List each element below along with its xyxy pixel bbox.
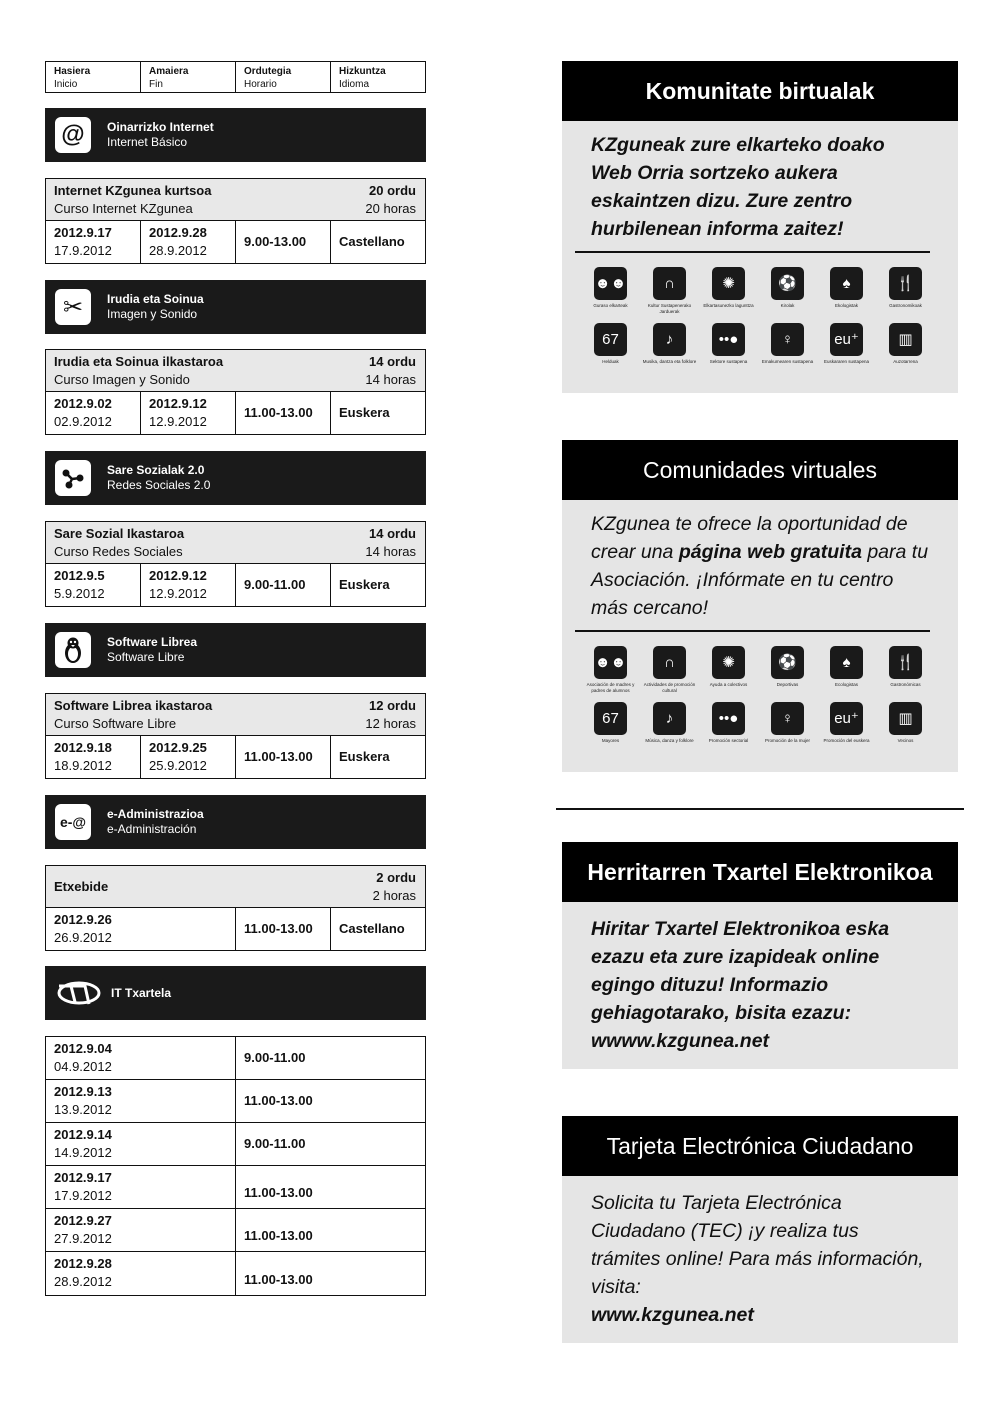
community-caption: Deportivas (776, 681, 799, 687)
neighbours-icon: ▥ (889, 323, 922, 356)
community-item (581, 323, 640, 371)
course-redes-sociales: Sare Sozial Ikastaroa Curso Redes Sociales 14 ordu 14 horas 2012.9.5 5.9.2012 2012.9.12 12.9.2012 9.00-11.00 Euskera (45, 521, 426, 607)
gastronomy-icon: 🍴 (889, 267, 922, 300)
it-txartela-sessions (45, 1036, 426, 1296)
women-icon: ♀ (771, 323, 804, 356)
community-item (758, 323, 817, 371)
course-etxebide: Etxebide 2 ordu 2 horas 2012.9.26 26.9.2012 11.00-13.00 Castellano (45, 865, 426, 951)
legend-end: Amaiera Fin (141, 62, 236, 92)
gastronomy-icon: 🍴 (889, 646, 922, 679)
culture-icon: ∩ (653, 646, 686, 679)
scissors-icon: ✂ (55, 289, 91, 325)
community-caption: Promoción sectorial (708, 737, 749, 743)
community-caption: Kirolak (780, 302, 795, 308)
community-caption: Auzotarrena (893, 358, 918, 364)
ecology-icon: ♠ (830, 267, 863, 300)
community-item (699, 267, 758, 315)
sector-icon: ••● (712, 323, 745, 356)
e-at-icon: e-@ (55, 804, 91, 840)
parents-icon: ☻☻ (594, 267, 627, 300)
music-icon: ♪ (653, 323, 686, 356)
basque-icon: eu⁺ (830, 323, 863, 356)
solidarity-icon: ✺ (712, 267, 745, 300)
table-row: 2012.9.13 13.9.2012 11.00-13.00 (46, 1080, 425, 1123)
penguin-icon (55, 632, 91, 668)
community-icon-grid (562, 632, 958, 750)
table-row: 2012.9.17 17.9.2012 11.00-13.00 (46, 1166, 425, 1209)
legend-start: Hasiera Inicio (46, 62, 141, 92)
community-caption: Música, danza y folklore (645, 737, 694, 743)
community-caption: Ekologistak (834, 302, 858, 308)
community-item (817, 267, 876, 315)
community-item (817, 702, 876, 750)
community-item (640, 323, 699, 371)
community-caption: Helduak (602, 358, 619, 364)
table-row: 2012.9.14 14.9.2012 9.00-11.00 (46, 1123, 425, 1166)
community-item (640, 267, 699, 315)
basque-icon: eu⁺ (830, 702, 863, 735)
panel-komunitate-birtualak (562, 61, 958, 393)
community-caption: Mayores (601, 737, 620, 743)
panel-tarjeta-electronica (562, 1116, 958, 1343)
panel-text: KZguneak zure elkarteko doako Web Orria sortzeko aukera eskaintzen dizu. Zure zentro hurbilenean informa zaitez! (591, 134, 885, 240)
community-caption: Vecinos (897, 737, 914, 743)
community-item (640, 702, 699, 750)
panel-title: Herritarren Txartel Elektronikoa (562, 842, 958, 902)
community-item (581, 702, 640, 750)
website-link[interactable]: www.kzgunea.net (591, 1304, 754, 1326)
network-icon (55, 460, 91, 496)
community-caption: Gastronómicas (890, 681, 921, 687)
community-caption: Promoción del euskera (823, 737, 870, 743)
table-row: 2012.9.28 28.9.2012 11.00-13.00 (46, 1252, 425, 1295)
at-sign-icon: @ (55, 117, 91, 153)
community-caption: Actividades de promoción cultural (643, 681, 696, 693)
community-item (758, 646, 817, 694)
community-item (758, 702, 817, 750)
panel-title: Comunidades virtuales (562, 440, 958, 500)
parents-icon: ☻☻ (594, 646, 627, 679)
sports-icon: ⚽ (771, 267, 804, 300)
community-item (817, 323, 876, 371)
community-caption: Guraso elkarteak (593, 302, 628, 308)
community-item (640, 646, 699, 694)
sports-icon: ⚽ (771, 646, 804, 679)
solidarity-icon: ✺ (712, 646, 745, 679)
neighbours-icon: ▥ (889, 702, 922, 735)
community-item (581, 267, 640, 315)
community-caption: Emakumearen sustapena (761, 358, 814, 364)
panel-herritarren-txartel (562, 842, 958, 1069)
community-item (699, 323, 758, 371)
community-caption: Musika, dantza eta folklore (642, 358, 697, 364)
table-row: 2012.9.27 27.9.2012 11.00-13.00 (46, 1209, 425, 1252)
culture-icon: ∩ (653, 267, 686, 300)
category-software-libre: Software Librea Software Libre (45, 623, 426, 677)
community-caption: Kultur Sustapenerako Jarduerak (647, 302, 692, 314)
panel-text: Hiritar Txartel Elektronikoa eska ezazu eta zure izapideak online egingo dituzu! Informazio gehiagotarako, bisita ezazu: wwww.kzgunea.net (591, 918, 890, 1052)
panel-comunidades-virtuales (562, 440, 958, 772)
elderly-icon: 67 (594, 323, 627, 356)
category-e-administracion: e-@ e-Administrazioa e-Administración (45, 795, 426, 849)
course-imagen-sonido: Irudia eta Soinua ilkastaroa Curso Imagen y Sonido 14 ordu 14 horas 2012.9.02 02.9.2012 2012.9.12 12.9.2012 11.00-13.00 Euskera (45, 349, 426, 435)
community-item (876, 702, 935, 750)
community-item (699, 646, 758, 694)
it-logo-icon (55, 975, 103, 1011)
legend-schedule: Ordutegia Horario (236, 62, 331, 92)
community-item (758, 267, 817, 315)
table-row: 2012.9.04 04.9.2012 9.00-11.00 (46, 1037, 425, 1080)
community-caption: Gastronomikoak (889, 302, 922, 308)
course-software-libre: Software Librea ikastaroa Curso Software Libre 12 ordu 12 horas 2012.9.18 18.9.2012 2012.9.25 25.9.2012 11.00-13.00 Euskera (45, 693, 426, 779)
category-it-txartela: IT Txartela (45, 966, 426, 1020)
community-item (876, 323, 935, 371)
community-icon-grid (562, 253, 958, 371)
panel-title: Komunitate birtualak (562, 61, 958, 121)
community-item (699, 702, 758, 750)
community-item (817, 646, 876, 694)
panel-text: Solicita tu Tarjeta Electrónica Ciudadano (TEC) ¡y realiza tus trámites online! Para más información, visita: www.kzgunea.net (591, 1192, 924, 1326)
community-caption: Ayuda a colectivos (709, 681, 748, 687)
sector-icon: ••● (712, 702, 745, 735)
panel-title: Tarjeta Electrónica Ciudadano (562, 1116, 958, 1176)
column-legend (45, 61, 426, 93)
community-caption: Sektore sustapena (709, 358, 748, 364)
course-internet: Internet KZgunea kurtsoa Curso Internet KZgunea 20 ordu 20 horas 2012.9.17 17.9.2012 2012.9.28 28.9.2012 9.00-13.00 Castellano (45, 178, 426, 264)
ecology-icon: ♠ (830, 646, 863, 679)
community-item (581, 646, 640, 694)
community-item (876, 646, 935, 694)
legend-language: Hizkuntza Idioma (339, 66, 386, 90)
panel-text: KZgunea te ofrece la oportunidad de crear una página web gratuita para tu Asociación. ¡Infórmate en tu centro más cercano! (591, 513, 929, 619)
category-imagen-sonido: ✂ Irudia eta Soinua Imagen y Sonido (45, 280, 426, 334)
music-icon: ♪ (653, 702, 686, 735)
community-caption: Euskararen sustapena (823, 358, 870, 364)
community-caption: Promoción de la mujer (764, 737, 811, 743)
women-icon: ♀ (771, 702, 804, 735)
section-divider (556, 808, 964, 810)
community-caption: Asociación de madres y padres de alumnos (586, 681, 635, 693)
elderly-icon: 67 (594, 702, 627, 735)
community-caption: Ecologistas (834, 681, 858, 687)
category-internet-basico: @ Oinarrizko Internet Internet Básico (45, 108, 426, 162)
community-item (876, 267, 935, 315)
category-redes-sociales: Sare Sozialak 2.0 Redes Sociales 2.0 (45, 451, 426, 505)
community-caption: Elkartasunezko lagunttza (703, 302, 754, 308)
